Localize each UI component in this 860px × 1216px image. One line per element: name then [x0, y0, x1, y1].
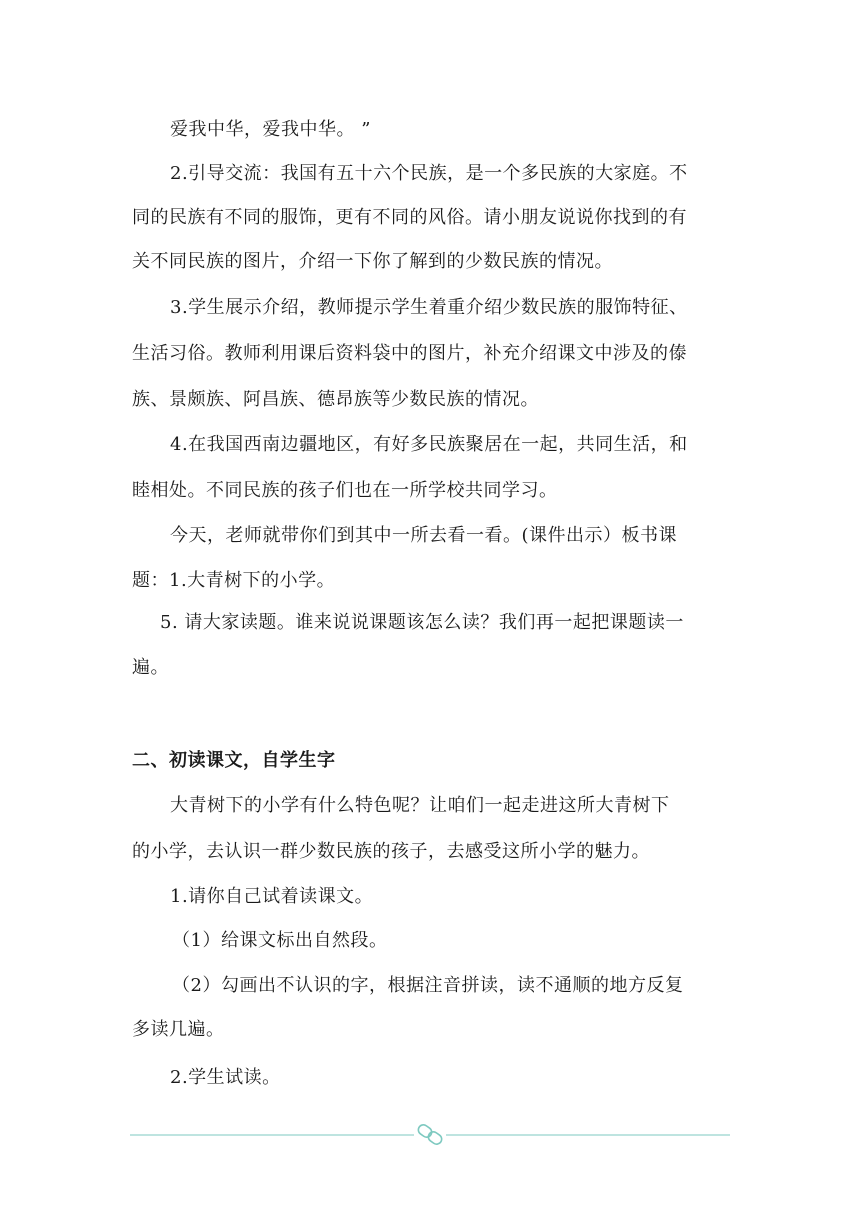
paragraph-line: 睦相处。不同民族的孩子们也在一所学校共同学习。: [132, 480, 558, 501]
paragraph-line: 2.学生试读。: [170, 1067, 281, 1088]
paragraph-line: 关不同民族的图片，介绍一下你了解到的少数民族的情况。: [132, 251, 613, 272]
paragraph-line: 族、景颇族、阿昌族、德昂族等少数民族的情况。: [132, 389, 539, 410]
paragraph-line: （2）勾画出不认识的字，根据注音拼读，读不通顺的地方反复: [172, 975, 684, 996]
paragraph-line: 生活习俗。教师利用课后资料袋中的图片，补充介绍课文中涉及的傣: [132, 343, 687, 364]
paragraph-line: 多读几遍。: [132, 1019, 225, 1040]
paragraph-line: 爱我中华，爱我中华。 ”: [170, 119, 371, 140]
paragraph-line: （1）给课文标出自然段。: [172, 930, 388, 951]
paragraph-line: 同的民族有不同的服饰，更有不同的风俗。请小朋友说说你找到的有: [132, 207, 687, 228]
section-heading: 二、初读课文，自学生字: [132, 750, 336, 771]
paragraph-line: 5. 请大家读题。谁来说说课题该怎么读？我们再一起把课题读一: [160, 612, 684, 633]
paragraph-line: 大青树下的小学有什么特色呢？让咱们一起走进这所大青树下: [170, 795, 670, 816]
paragraph-line: 1.请你自己试着读课文。: [170, 886, 374, 907]
footer-divider: [130, 1120, 730, 1150]
paragraph-line: 3.学生展示介绍，教师提示学生着重介绍少数民族的服饰特征、: [170, 297, 688, 318]
paragraph-line: 今天，老师就带你们到其中一所去看一看。(课件出示）板书课: [170, 525, 678, 546]
paragraph-line: 2.引导交流：我国有五十六个民族，是一个多民族的大家庭。不: [170, 163, 688, 184]
chain-link-icon: [416, 1123, 443, 1146]
paragraph-line: 题：1.大青树下的小学。: [132, 570, 336, 591]
paragraph-line: 遍。: [132, 657, 169, 678]
paragraph-line: 的小学，去认识一群少数民族的孩子，去感受这所小学的魅力。: [132, 841, 650, 862]
paragraph-line: 4.在我国西南边疆地区，有好多民族聚居在一起，共同生活，和: [170, 434, 688, 455]
